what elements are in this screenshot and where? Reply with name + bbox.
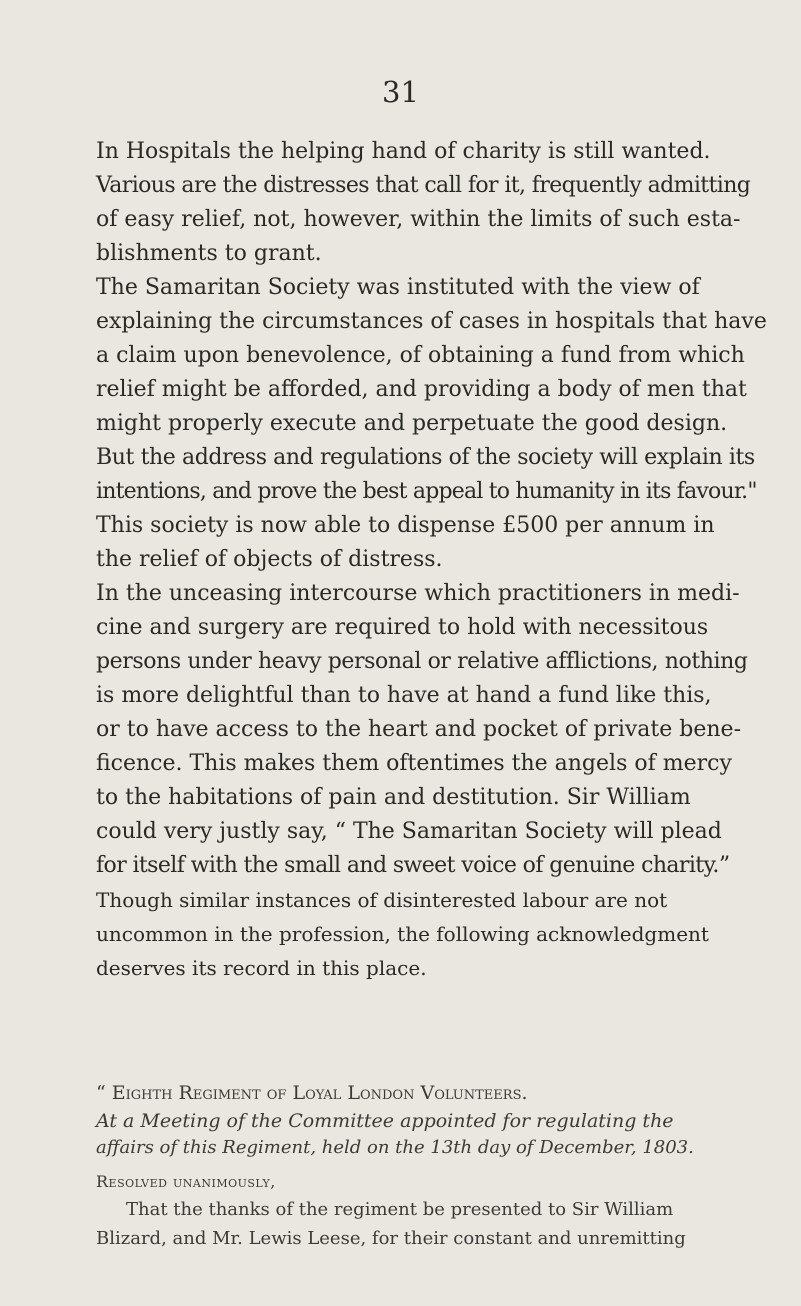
text-line: The Samaritan Society was instituted with the view of bbox=[96, 275, 700, 300]
text-line: is more delightful than to have at hand a fund like this, bbox=[96, 683, 712, 708]
text-line: the relief of objects of distress. bbox=[96, 547, 443, 572]
text-line: Though similar instances of disinterested labour are not bbox=[96, 888, 668, 912]
text-line: could very justly say, “ The Samaritan Society will plead bbox=[96, 819, 722, 844]
thanks-line: That the thanks of the regiment be presented to Sir William bbox=[126, 1199, 674, 1220]
text-line: might properly execute and perpetuate the good design. bbox=[96, 411, 728, 436]
text-line: explaining the circumstances of cases in hospitals that have bbox=[96, 309, 767, 334]
text-line: blishments to grant. bbox=[96, 241, 322, 266]
text-line: persons under heavy personal or relative afflictions, nothing bbox=[96, 649, 748, 674]
text-line: Various are the distresses that call for it, frequently admitting bbox=[96, 173, 751, 198]
text-line: relief might be afforded, and providing a body of men that bbox=[96, 377, 747, 402]
text-line: to the habitations of pain and destitution. Sir William bbox=[96, 785, 691, 810]
text-line: uncommon in the profession, the following acknowledgment bbox=[96, 922, 709, 946]
meeting-line: At a Meeting of the Committee appointed for regulating the bbox=[96, 1110, 674, 1132]
text-line: of easy relief, not, however, within the limits of such esta- bbox=[96, 207, 741, 232]
quote-heading: “ Eighth Regiment of Loyal London Volunteers. bbox=[96, 1082, 528, 1104]
text-line: In the unceasing intercourse which practitioners in medi- bbox=[96, 581, 740, 606]
text-line: deserves its record in this place. bbox=[96, 956, 427, 980]
thanks-line: Blizard, and Mr. Lewis Leese, for their constant and unremitting bbox=[96, 1228, 686, 1249]
text-line: This society is now able to dispense £500 per annum in bbox=[96, 513, 715, 538]
text-line: for itself with the small and sweet voice of genuine charity.” bbox=[96, 853, 730, 878]
body-text bbox=[96, 135, 767, 985]
text-line: But the address and regulations of the society will explain its bbox=[96, 445, 755, 470]
page-number: 31 bbox=[382, 75, 419, 109]
text-line: or to have access to the heart and pocket of private bene- bbox=[96, 717, 742, 742]
text-line: a claim upon benevolence, of obtaining a fund from which bbox=[96, 343, 745, 368]
meeting-line: affairs of this Regiment, held on the 13th day of December, 1803. bbox=[96, 1137, 694, 1158]
text-line: cine and surgery are required to hold with necessitous bbox=[96, 615, 709, 640]
text-line: In Hospitals the helping hand of charity is still wanted. bbox=[96, 139, 711, 164]
resolved-line: Resolved unanimously, bbox=[96, 1172, 276, 1191]
text-line: intentions, and prove the best appeal to humanity in its favour." bbox=[96, 479, 757, 504]
text-line: ficence. This makes them oftentimes the angels of mercy bbox=[96, 751, 732, 776]
